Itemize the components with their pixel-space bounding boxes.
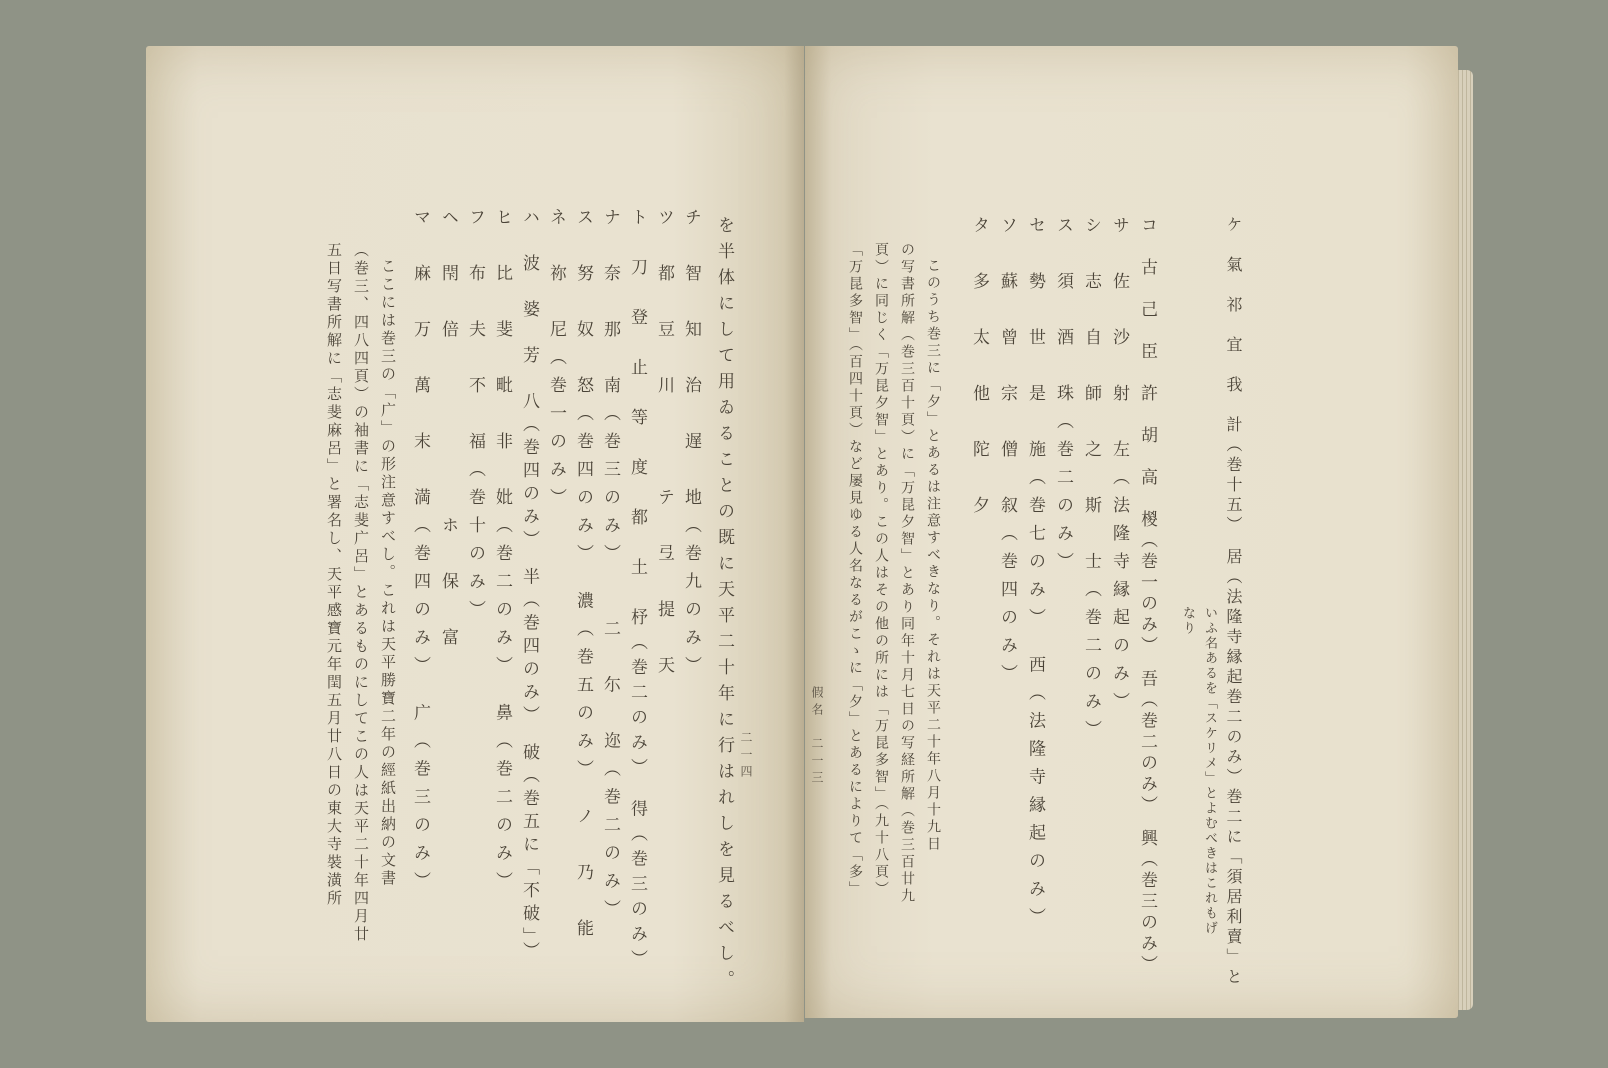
text-column: マ 麻 万 萬 末 満（巻四のみ） 广（巻三のみ） bbox=[410, 208, 430, 900]
page-number: 二一四 bbox=[739, 731, 753, 782]
text-column: 頁）に同じく「万昆夕智」とあり。この人はその他の所には「万昆多智」（九十八頁） bbox=[873, 242, 889, 898]
text-column: ヘ 閇 倍 ホ 保 富 bbox=[438, 208, 458, 656]
text-column: 「万昆多智」（百四十頁）など屡見ゆる人名なるがこゝに「夕」とあるによりて「多」 bbox=[847, 242, 863, 898]
text-column: ト 刀 登 止 等 度 都 土 杼（巻二のみ） 得（巻三のみ） bbox=[627, 208, 647, 975]
text-column: なり bbox=[1180, 606, 1195, 636]
text-column: ソ 蘇 曾 宗 僧 叙（巻四のみ） bbox=[997, 216, 1017, 692]
text-column: ヒ 比 斐 毗 非 妣（巻二のみ） 鼻（巻二のみ） bbox=[492, 208, 512, 900]
text-column: タ 多 太 他 陀 夕 bbox=[969, 216, 989, 524]
left-page bbox=[146, 46, 804, 1022]
text-column: セ 勢 世 是 施（巻七のみ） 西（法隆寺縁起のみ） bbox=[1025, 216, 1045, 936]
text-column: フ 布 夫 不 福（巻十のみ） bbox=[465, 208, 485, 628]
text-column: シ 志 自 師 之 斯 士（巻二のみ） bbox=[1081, 216, 1101, 748]
text-column: チ 智 知 治 遅 地（巻九のみ） bbox=[681, 208, 701, 684]
text-column: このうち巻三に「夕」とあるは注意すべきなり。それは天平二十年八月十九日 bbox=[925, 258, 941, 853]
right-page bbox=[805, 46, 1458, 1018]
text-column: を半体にして用ゐることの既に天平二十年に行はれしを見るべし。 bbox=[714, 216, 734, 996]
page-number: 假名 二一三 bbox=[810, 686, 824, 788]
text-column: ナ 奈 那 南（巻三のみ） 二 尓 迩（巻二のみ） bbox=[600, 208, 620, 928]
text-column: ツ 都 豆 川 テ 弖 提 天 bbox=[654, 208, 674, 684]
text-column: コ 古 己 臣 許 胡 高 椶（巻一のみ） 吾（巻二のみ） 興（巻三のみ） bbox=[1137, 216, 1157, 976]
text-column: いふ名あるを「スケリメ」とよむべきはこれもげ bbox=[1202, 606, 1217, 936]
text-column: ハ 波 婆 芳 八（巻四のみ） 半（巻四のみ） 破（巻五に「不破」） bbox=[519, 208, 539, 965]
text-column: （巻三、四八四頁）の袖書に「志斐广呂」とあるものにしてこの人は天平二十年四月廿 bbox=[352, 242, 370, 944]
text-column: 五日写書所解に「志斐麻呂」と署名し、天平感寶元年閏五月廿八日の東大寺裝潢所 bbox=[325, 242, 343, 908]
text-column: ここには巻三の「广」の形注意すべし。これは天平勝寶二年の經紙出納の文書 bbox=[379, 258, 397, 888]
text-column: サ 佐 沙 射 左（法隆寺縁起のみ） bbox=[1109, 216, 1129, 720]
text-column: の写書所解（巻三百十頁）に「万昆夕智」とあり同年十月七日の写経所解（巻三百廿九 bbox=[899, 242, 915, 905]
text-column: ス 須 酒 珠（巻二のみ） bbox=[1053, 216, 1073, 580]
text-column: ケ 氣 祁 宜 我 計（巻十五） 居（法隆寺縁起巻二のみ）巻二に「須居利賣」と bbox=[1224, 216, 1243, 988]
text-column: ネ 祢 尼（巻一のみ） bbox=[546, 208, 566, 516]
text-column: ス 努 奴 怒（巻四のみ） 濃（巻五のみ） ノ 乃 能 bbox=[573, 208, 593, 947]
